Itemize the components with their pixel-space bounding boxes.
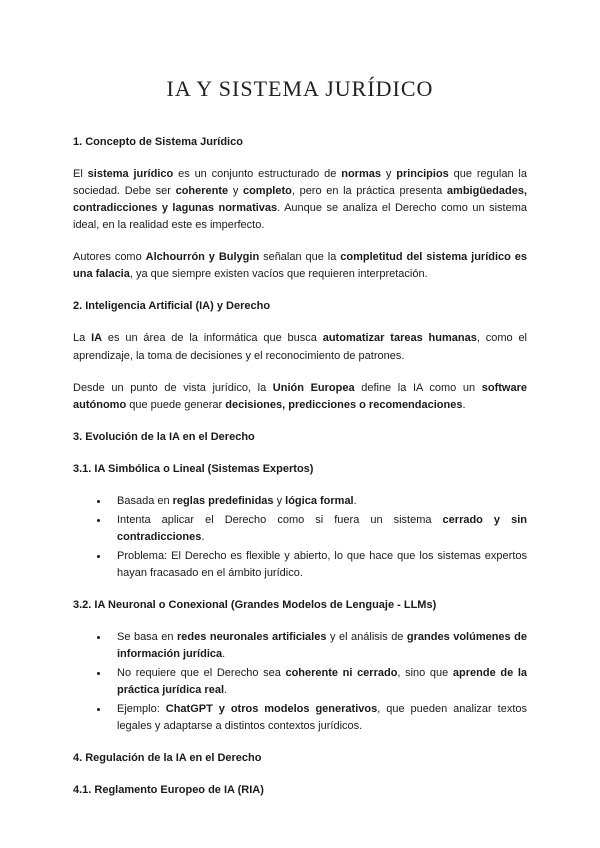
bold-text: software autónomo [73,381,527,411]
subsection-3-1-list [73,493,527,582]
text-run: La [73,332,92,345]
bold-text: completitud del sistema jurídico es una falacia [73,251,528,281]
document-page [73,72,527,814]
document-title: IA Y SISTEMA JURÍDICO [166,76,434,101]
text-run: . Aunque se analiza el Derecho como un sistema ideal, en la realidad este es imperfecto. [73,202,527,232]
section-2-paragraph-1 [73,330,527,364]
text-run: define la IA como un [354,381,482,394]
list-item [109,629,527,663]
text-run: que puede generar [126,398,226,411]
text-run: y el análisis de [326,631,407,644]
subsection-3-1-heading: 3.1. IA Simbólica o Lineal (Sistemas Expertos) [73,462,314,475]
subsection-4-1-heading: 4.1. Reglamento Europeo de IA (RIA) [73,784,264,797]
subsection-3-2-heading: 3.2. IA Neuronal o Conexional (Grandes Modelos de Lenguaje - LLMs) [73,598,437,611]
bold-text: decisiones, predicciones o recomendaciones [225,398,463,411]
text-run: No requiere que el Derecho sea [117,667,286,680]
bold-text: ChatGPT y otros modelos generativos [165,703,378,716]
bold-text: normas [341,168,381,181]
section-2-heading: 2. Inteligencia Artificial (IA) y Derecho [73,300,271,313]
text-run: Autores como [73,251,146,264]
text-run: , pero en la práctica presenta [291,185,447,198]
text-run: . [462,398,466,411]
list-item [109,512,527,546]
bold-text: automatizar tareas humanas [322,332,477,345]
list-item [109,665,527,699]
text-run: Se basa en [117,631,178,644]
section-1-paragraph-2 [73,249,527,283]
list-item [109,701,527,735]
text-run: que regulan la sociedad. Debe ser [73,168,527,198]
section-1-heading: 1. Concepto de Sistema Jurídico [73,136,243,149]
bold-text: sistema jurídico [87,168,174,181]
text-run: señalan que la [259,251,341,264]
subsection-3-2-list [73,629,527,735]
bold-text: lógica formal [285,494,354,507]
bold-text: coherente [175,185,229,198]
text-run: Basada en [117,494,173,507]
text-run: , como el aprendizaje, la toma de decisiones y el reconocimiento de patrones. [73,332,528,362]
text-run: . [224,684,228,697]
bold-text: completo [242,185,292,198]
bold-text: Alchourrón y Bulygin [145,251,260,264]
text-run: Desde un punto de vista jurídico, la [73,381,273,394]
section-2-paragraph-2 [73,380,527,414]
bold-text: grandes volúmenes de información jurídica [117,631,527,661]
text-run: . [201,530,205,543]
text-run: , sino que [397,667,453,680]
text-run: es un conjunto estructurado de [173,168,342,181]
text-run: y [273,494,286,507]
bold-text: principios [396,168,449,181]
section-1-paragraph-1 [73,166,527,234]
text-run: y [380,168,397,181]
text-run: El [73,168,88,181]
bold-text: IA [91,332,103,345]
section-4-heading: 4. Regulación de la IA en el Derecho [73,752,262,765]
text-run: , que pueden analizar textos legales y adaptarse a distintos contextos jurídicos. [117,703,527,733]
list-item [109,493,527,510]
bold-text: coherente ni cerrado [285,667,398,680]
text-run: Intenta aplicar el Derecho como si fuera un sistema [117,513,443,526]
text-run: , ya que siempre existen vacíos que requieren interpretación. [129,268,428,281]
text-run: y [228,185,243,198]
bold-text: Unión Europea [272,381,355,394]
bold-text: reglas predefinidas [172,494,274,507]
bold-text: cerrado y sin contradicciones [117,513,527,543]
list-item [109,548,527,582]
bold-text: ambigüedades, contradicciones y lagunas normativas [73,185,527,215]
bold-text: redes neuronales artificiales [177,631,327,644]
text-run: . [222,648,226,661]
text-run: es un área de la informática que busca [102,332,323,345]
text-run: Ejemplo: [117,703,166,716]
section-3-heading: 3. Evolución de la IA en el Derecho [73,430,255,443]
bold-text: aprende de la práctica jurídica real [117,667,527,697]
text-run: Problema: El Derecho es flexible y abierto, lo que hace que los sistemas expertos hayan fracasado en el ámbito jurídico. [117,549,527,579]
text-run: . [353,494,357,507]
